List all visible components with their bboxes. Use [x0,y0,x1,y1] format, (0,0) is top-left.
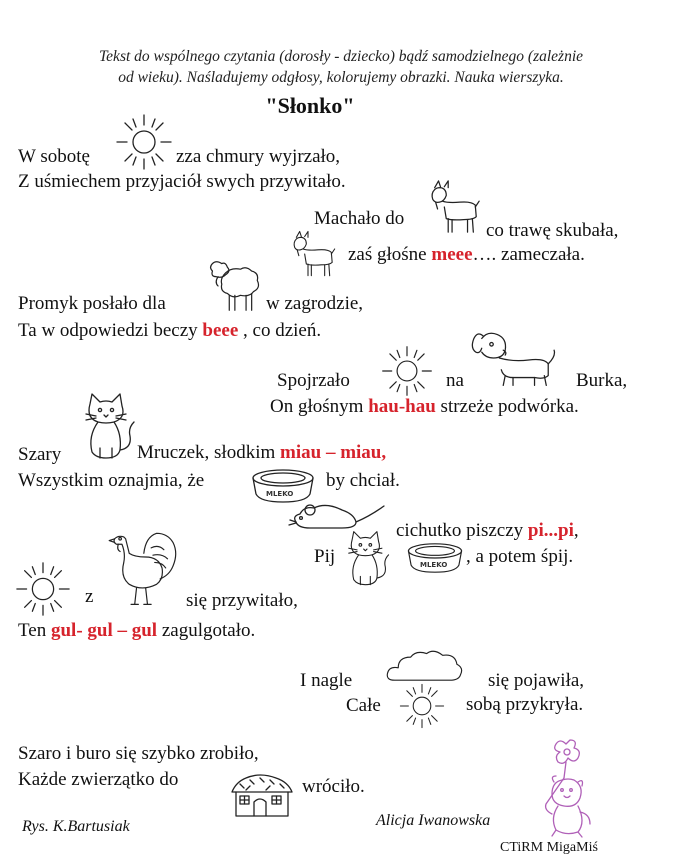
org-credit: CTiRM MigaMiś [500,840,598,855]
stanza2-line1-end: co trawę skubała, [486,220,619,241]
goat-icon [425,172,483,242]
stanza3-line2: Ta w odpowiedzi beczy beee , co dzień. [18,320,322,341]
stanza1-line1-start: W sobotę [18,146,90,167]
stanza8-line1-end: się pojawiła, [488,670,585,691]
stanza1-line1-end: zza chmury wyjrzało, [176,146,341,167]
stanza1-line2: Z uśmiechem przyjaciół swych przywitało. [18,171,346,192]
goat-sound: meee [431,244,473,265]
cat-sound: miau – miau, [280,442,387,463]
stanza6-line2-end: , a potem śpij. [466,546,574,567]
milk-bowl-label-2: MLEKO [420,561,448,569]
cloud-icon [384,648,464,684]
dog-sound: hau-hau [368,396,436,417]
cat-icon-small [342,530,392,588]
stanza6-line2-start: Pij [314,546,336,567]
author-credit: Alicja Iwanowska [376,812,491,829]
sun-icon-2 [380,344,434,398]
cat-icon [78,392,138,462]
stanza2-line1-start: Machało do [314,208,405,229]
stanza5-line1: Mruczek, słodkim miau – miau, [137,442,387,463]
illustrator-credit: Rys. K.Bartusiak [22,818,130,835]
stanza8-line2-end: sobą przykryła. [466,694,584,715]
stanza5-line2-start: Wszystkim oznajmia, że [18,470,205,491]
intro-text [0,46,682,88]
sheep-icon [203,258,263,314]
stanza5-line2-end: by chciał. [326,470,400,491]
stanza8-line2-start: Całe [346,695,381,716]
stanza4-line1-end: Burka, [576,370,628,391]
dog-icon [470,328,558,388]
stanza3-line1-end: w zagrodzie, [266,293,364,314]
sheep-sound: beee [202,320,239,341]
milk-bowl-label: MLEKO [266,490,294,498]
stanza4-line2: On głośnym hau-hau strzeże podwórka. [270,396,579,417]
house-icon [226,770,296,820]
sun-icon-4 [398,682,446,730]
intro-line-2: od wieku). Naśladujemy odgłosy, kolorujemy obrazki. Nauka wierszyka. [118,69,564,86]
stanza9-line2-end: wróciło. [302,776,365,797]
stanza5-line1-start: Szary [18,444,62,465]
turkey-sound: gul- gul – gul [50,620,158,641]
stanza9-line2-start: Każde zwierzątko do [18,769,179,790]
stanza4-line1-start: Spojrzało [277,370,350,391]
stanza7-line1-end: się przywitało, [186,590,298,611]
stanza3-line1-start: Promyk posłało dla [18,293,166,314]
bear-logo [540,738,604,838]
turkey-icon [102,526,182,608]
stanza8-line1-start: I nagle [300,670,353,691]
mouse-sound: pi...pi [527,520,574,541]
milk-bowl-icon-2 [404,540,466,576]
stanza4-line1-mid: na [446,370,464,391]
poem-title: "Słonko" [265,93,355,118]
stanza6-line1: cichutko piszczy pi...pi, [396,520,579,541]
intro-line-1: Tekst do wspólnego czytania (dorosły - dziecko) bądź samodzielnego (zależnie [98,48,584,65]
stanza2-line2: zaś głośne meee…. zameczała. [348,244,585,265]
sun-icon-3 [14,560,72,618]
goat-icon-small [288,226,338,282]
stanza7-line1-start: z [85,586,94,607]
stanza7-line2: Ten gul- gul – gul zagulgotało. [18,620,256,641]
sun-icon [114,112,174,172]
stanza9-line1: Szaro i buro się szybko zrobiło, [18,743,259,764]
